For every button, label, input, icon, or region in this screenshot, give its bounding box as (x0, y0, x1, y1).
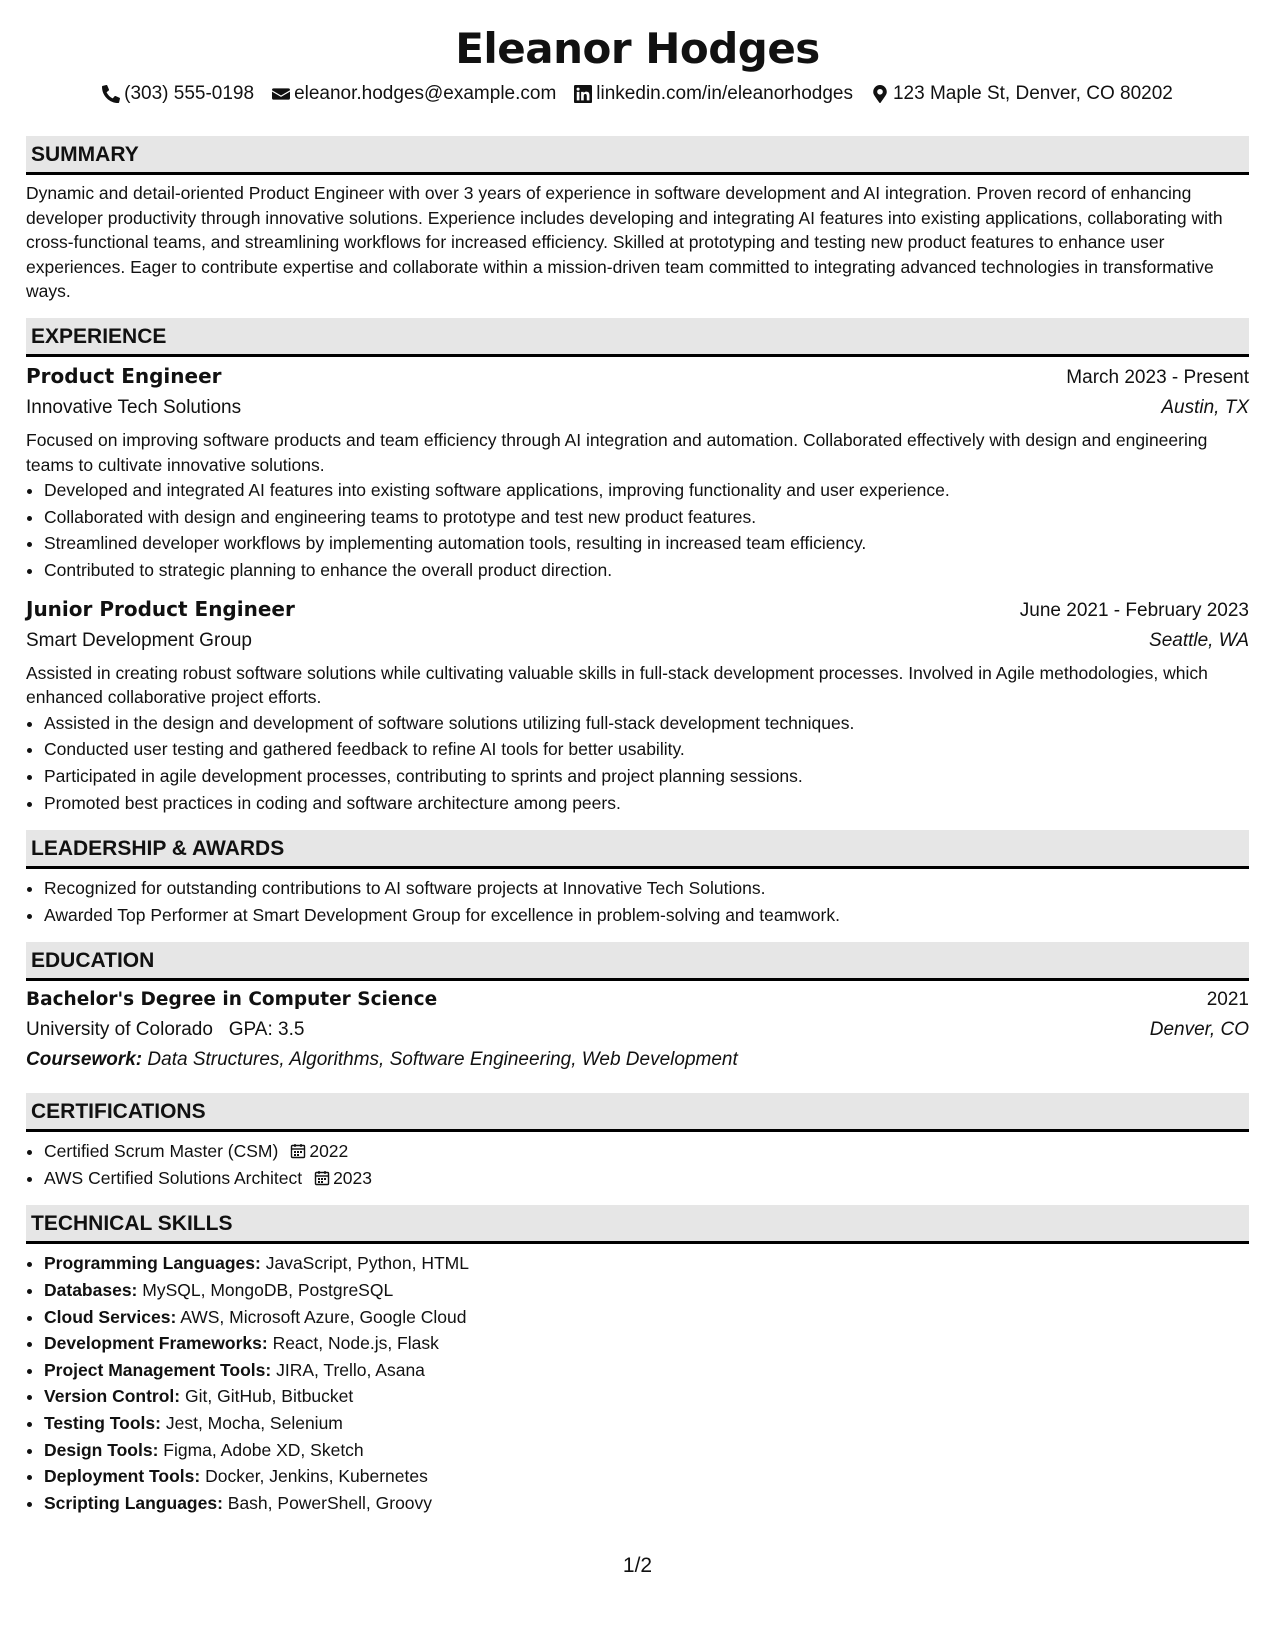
leadership-section (26, 830, 1249, 928)
section-header-experience: EXPERIENCE (26, 318, 1249, 357)
list-item: • Contributed to strategic planning to enhance the overall product direction. (44, 557, 1249, 584)
certifications-list (26, 1138, 1249, 1191)
job-company-row (26, 626, 1249, 656)
edu-school-line (26, 1015, 304, 1045)
skill-value: JavaScript, Python, HTML (265, 1253, 469, 1274)
list-item: • Developed and integrated AI features into existing software applications, improving functionality and user experience. (44, 477, 1249, 504)
job-title: Junior Product Engineer (26, 596, 295, 621)
list-item: • Assisted in the design and development of software solutions utilizing full-stack development techniques. (44, 710, 1249, 737)
list-item (44, 1437, 1249, 1464)
list-item (44, 1357, 1249, 1384)
skill-value: Docker, Jenkins, Kubernetes (205, 1466, 428, 1487)
contact-email[interactable] (272, 82, 556, 106)
skill-value: Git, GitHub, Bitbucket (185, 1386, 354, 1407)
job-description: Assisted in creating robust software solutions while cultivating valuable skills in full-stack development processes. Involved in Agile methodologies, which enhanced collaborative project efforts. (26, 662, 1208, 708)
edu-location: Denver, CO (1149, 1019, 1249, 1041)
list-item (44, 1410, 1249, 1437)
skill-label: Design Tools: (44, 1439, 159, 1460)
edu-degree: Bachelor's Degree in Computer Science (26, 989, 438, 1011)
edu-coursework (26, 1045, 1249, 1075)
skill-value: JIRA, Trello, Asana (276, 1359, 425, 1380)
envelope-icon (272, 85, 290, 103)
list-item: • Awarded Top Performer at Smart Development Group for excellence in problem-solving and teamwork. (44, 902, 1249, 929)
job-location: Seattle, WA (1149, 629, 1249, 651)
edu-year: 2021 (1206, 989, 1249, 1011)
job-bullets (26, 477, 1249, 583)
summary-text: Dynamic and detail-oriented Product Engineer with over 3 years of experience in software development and AI integration. Proven record of enhancing developer productivity through innovative solutions. Experience includes developing and integrating AI features into existing applications, collaborating with cross-functional teams, and streamlining workflows for increased efficiency. Skilled at prototyping and testing new product features to enhance user experiences. Eager to contribute expertise and collaborate within a mission-driven team committed to integrating advanced technologies in transformative ways. (26, 183, 1223, 302)
skill-label: Version Control: (44, 1386, 181, 1407)
email-text: eleanor.hodges@example.com (294, 83, 557, 104)
resume-page (26, 0, 1249, 1516)
list-item (44, 1490, 1249, 1517)
phone-text: (303) 555-0198 (124, 83, 255, 104)
job-title-row (26, 594, 1249, 626)
contact-bar (26, 82, 1249, 106)
skill-label: Deployment Tools: (44, 1466, 201, 1487)
summary-section (26, 136, 1249, 304)
section-header-education: EDUCATION (26, 942, 1249, 981)
job-dates: March 2023 - Present (1066, 366, 1249, 388)
cert-name: AWS Certified Solutions Architect (44, 1167, 303, 1188)
job-entry (26, 594, 1249, 817)
linkedin-icon (574, 85, 592, 103)
list-item (44, 1304, 1249, 1331)
edu-school: University of Colorado (26, 1019, 213, 1041)
list-item: • Streamlined developer workflows by implementing automation tools, resulting in increased team efficiency. (44, 530, 1249, 557)
skill-label: Databases: (44, 1280, 138, 1301)
skill-value: Figma, Adobe XD, Sketch (163, 1439, 364, 1460)
skill-value: Jest, Mocha, Selenium (165, 1413, 343, 1434)
job-bullets (26, 710, 1249, 816)
job-company: Smart Development Group (26, 629, 252, 651)
linkedin-text: linkedin.com/in/eleanorhodges (596, 83, 853, 104)
job-title-row (26, 361, 1249, 393)
calendar-icon (314, 1170, 330, 1186)
section-header-leadership: LEADERSHIP & AWARDS (26, 830, 1249, 869)
cert-year: 2022 (309, 1141, 349, 1162)
job-dates: June 2021 - February 2023 (1019, 599, 1249, 621)
list-item: • Recognized for outstanding contributions to AI software projects at Innovative Tech Solutions. (44, 875, 1249, 902)
job-company: Innovative Tech Solutions (26, 396, 242, 418)
list-item (44, 1250, 1249, 1277)
job-title: Product Engineer (26, 363, 222, 388)
skill-value: Bash, PowerShell, Groovy (227, 1492, 433, 1513)
contact-address (871, 82, 1173, 106)
list-item (44, 1383, 1249, 1410)
job-entry (26, 361, 1249, 584)
edu-degree-row (26, 985, 1249, 1015)
contact-linkedin[interactable] (574, 82, 853, 106)
calendar-icon (290, 1143, 306, 1159)
experience-section (26, 318, 1249, 816)
coursework-text: Data Structures, Algorithms, Software Engineering, Web Development (147, 1049, 738, 1071)
skills-section (26, 1205, 1249, 1516)
cert-year: 2023 (333, 1167, 373, 1188)
list-item (44, 1330, 1249, 1357)
list-item (44, 1277, 1249, 1304)
skill-value: MySQL, MongoDB, PostgreSQL (142, 1280, 394, 1301)
skill-value: AWS, Microsoft Azure, Google Cloud (180, 1306, 467, 1327)
edu-gpa: GPA: 3.5 (228, 1019, 305, 1041)
list-item (44, 1463, 1249, 1490)
contact-phone (102, 82, 254, 106)
skill-label: Cloud Services: (44, 1306, 177, 1327)
job-company-row (26, 393, 1249, 423)
list-item: • Participated in agile development processes, contributing to sprints and project planning sessions. (44, 763, 1249, 790)
skill-label: Scripting Languages: (44, 1492, 223, 1513)
candidate-name: Eleanor Hodges (455, 24, 820, 73)
address-text: 123 Maple St, Denver, CO 80202 (892, 83, 1173, 104)
list-item: • Promoted best practices in coding and software architecture among peers. (44, 790, 1249, 817)
certifications-section (26, 1093, 1249, 1191)
skill-label: Testing Tools: (44, 1413, 161, 1434)
edu-school-row (26, 1015, 1249, 1045)
leadership-list (26, 875, 1249, 928)
cert-name: Certified Scrum Master (CSM) (44, 1141, 279, 1162)
list-item (44, 1165, 1249, 1192)
education-section (26, 942, 1249, 1075)
section-header-skills: TECHNICAL SKILLS (26, 1205, 1249, 1244)
skill-label: Development Frameworks: (44, 1333, 268, 1354)
skill-value: React, Node.js, Flask (272, 1333, 439, 1354)
job-description: Focused on improving software products and team efficiency through AI integration and automation. Collaborated effectively with design and engineering teams to cultivate innovative solutions. (26, 429, 1208, 475)
skills-list (26, 1250, 1249, 1516)
section-header-summary: SUMMARY (26, 136, 1249, 175)
list-item: • Collaborated with design and engineering teams to prototype and test new product features. (44, 504, 1249, 531)
page-number: 1/2 (622, 1554, 653, 1577)
map-marker-icon (871, 85, 889, 103)
coursework-label: Coursework: (26, 1049, 143, 1071)
skill-label: Programming Languages: (44, 1253, 261, 1274)
list-item (44, 1138, 1249, 1165)
skill-label: Project Management Tools: (44, 1359, 272, 1380)
section-header-certifications: CERTIFICATIONS (26, 1093, 1249, 1132)
phone-icon (102, 85, 120, 103)
list-item: • Conducted user testing and gathered feedback to refine AI tools for better usability. (44, 736, 1249, 763)
job-location: Austin, TX (1161, 396, 1249, 418)
